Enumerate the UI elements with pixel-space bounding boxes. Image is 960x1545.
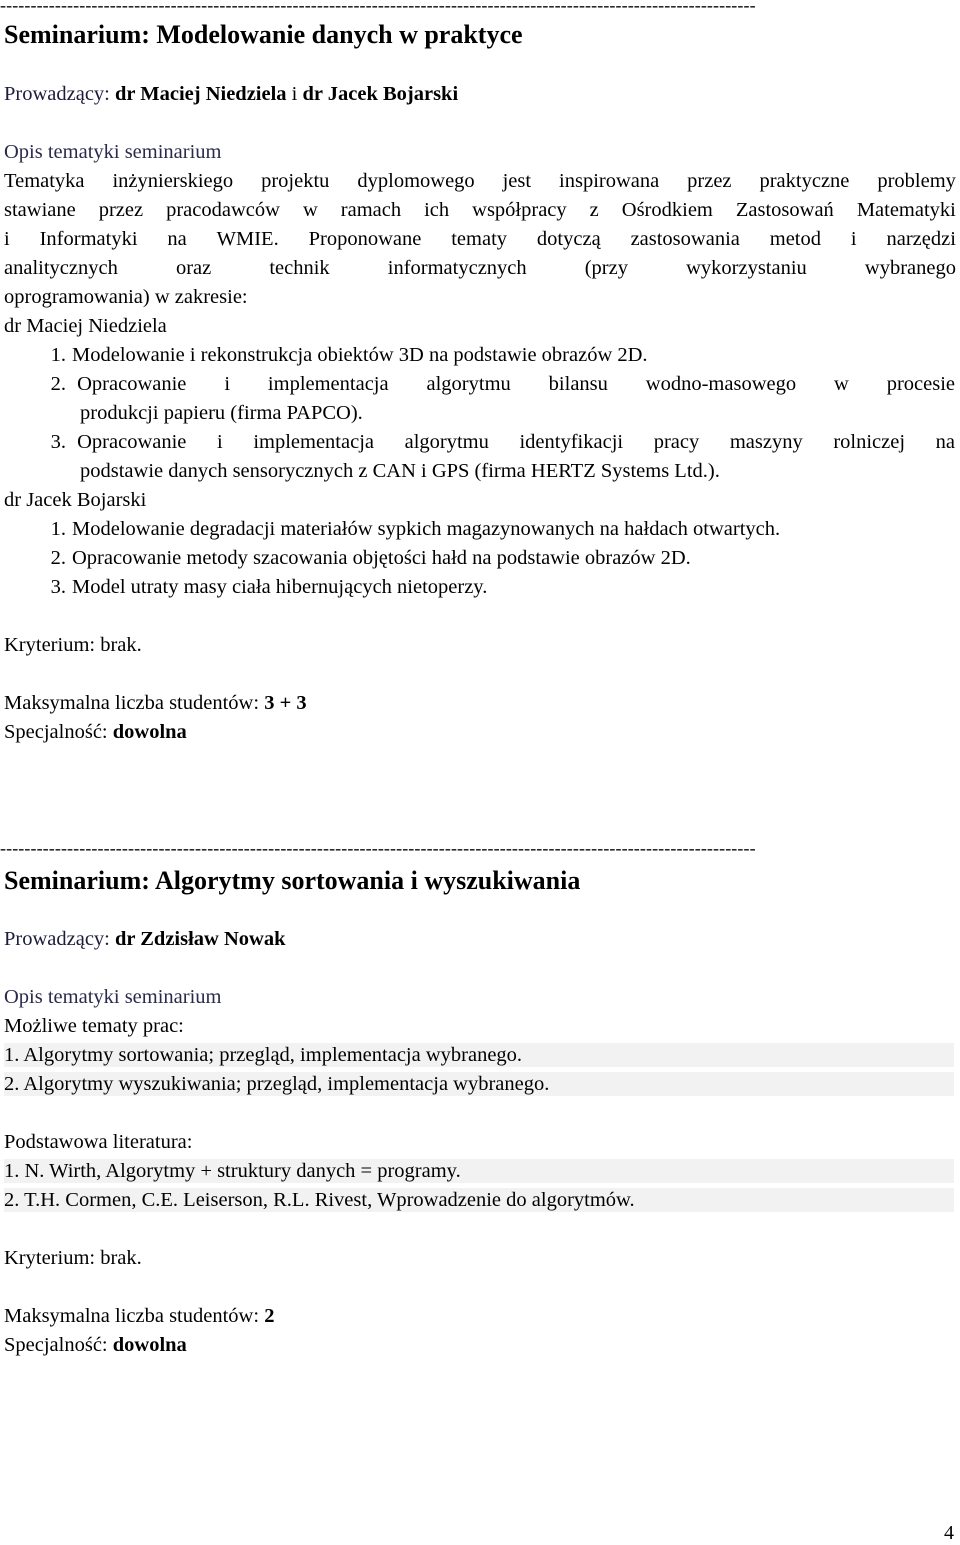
- word: pracy: [653, 431, 700, 453]
- topic-item: 2. Algorytmy wyszukiwania; przegląd, implementacja wybranego.: [4, 1072, 954, 1096]
- word: dyplomowego: [357, 170, 475, 192]
- word: przez: [98, 199, 144, 221]
- specialty: [4, 1333, 954, 1357]
- specialty: [4, 720, 954, 744]
- word: Ośrodkiem: [621, 199, 713, 221]
- word: WMIE.: [216, 228, 279, 250]
- literature-item: 2. T.H. Cormen, C.E. Leiserson, R.L. Rivest, Wprowadzenie do algorytmów.: [4, 1188, 954, 1212]
- specialty-value: dowolna: [112, 1334, 187, 1356]
- group-lecturer: dr Jacek Bojarski: [4, 489, 147, 511]
- list-text: Model utraty masy ciała hibernujących nietoperzy.: [72, 576, 488, 598]
- word: Zastosowań: [735, 199, 834, 221]
- max-students-value: 2: [264, 1305, 275, 1327]
- word: Matematyki: [856, 199, 956, 221]
- word: i: [224, 373, 231, 395]
- seminar2-lecturers: [4, 927, 954, 951]
- word: praktyczne: [759, 170, 850, 192]
- word: rolniczej: [833, 431, 906, 453]
- lecturers-label: Prowadzący:: [4, 83, 110, 105]
- word: problemy: [877, 170, 956, 192]
- seminar1-title: Seminarium: Modelowanie danych w praktyce: [4, 20, 523, 49]
- word: algorytmu: [426, 373, 511, 395]
- word: z: [589, 199, 599, 221]
- word: Tematyka: [4, 170, 85, 192]
- specialty-label: Specjalność:: [4, 721, 108, 743]
- list-number: 3.: [50, 431, 66, 453]
- topic-item: 1. Algorytmy sortowania; przegląd, implementacja wybranego.: [4, 1043, 954, 1067]
- word: metod: [769, 228, 821, 250]
- max-students: [4, 1304, 954, 1328]
- topics-heading: Możliwe tematy prac:: [4, 1015, 184, 1037]
- word: implementacja: [253, 431, 374, 453]
- lecturer-name: dr Jacek Bojarski: [302, 83, 459, 105]
- list-item: [0, 546, 950, 570]
- word: inspirowana: [559, 170, 660, 192]
- word: wodno-masowego: [645, 373, 797, 395]
- lecturer-joiner: i: [291, 83, 298, 105]
- list-text: [77, 372, 955, 396]
- description-line: [4, 169, 956, 193]
- word: informatycznych: [387, 257, 527, 279]
- word: współpracy: [472, 199, 567, 221]
- list-text-continued: produkcji papieru (firma PAPCO).: [80, 402, 363, 424]
- list-item: [0, 372, 956, 396]
- max-students-label: Maksymalna liczba studentów:: [4, 1305, 260, 1327]
- max-students-value: 3 + 3: [264, 692, 307, 714]
- list-text: Modelowanie degradacji materiałów sypkich magazynowanych na hałdach otwartych.: [72, 518, 781, 540]
- max-students-label: Maksymalna liczba studentów:: [4, 692, 260, 714]
- word: Opracowanie: [77, 373, 187, 395]
- list-number: 3.: [50, 576, 66, 598]
- lecturers-label: Prowadzący:: [4, 928, 110, 950]
- word: (przy: [584, 257, 628, 279]
- description-heading: Opis tematyki seminarium: [4, 986, 222, 1008]
- word: jest: [502, 170, 532, 192]
- word: i: [850, 228, 857, 250]
- word: bilansu: [548, 373, 608, 395]
- word: zastosowania: [630, 228, 740, 250]
- word: przez: [687, 170, 732, 192]
- word: tematy: [451, 228, 508, 250]
- word: analitycznych: [4, 257, 118, 279]
- word: ramach: [340, 199, 402, 221]
- seminar2-title: [4, 866, 954, 896]
- word: procesie: [886, 373, 956, 395]
- list-text: [77, 430, 955, 454]
- word: Informatyki: [39, 228, 138, 250]
- word: w: [834, 373, 849, 395]
- word: projektu: [261, 170, 330, 192]
- lecturer-name: dr Zdzisław Nowak: [115, 928, 286, 950]
- list-text-continued: podstawie danych sensorycznych z CAN i GPS (firma HERTZ Systems Ltd.).: [80, 460, 720, 482]
- page-number: 4: [944, 1522, 954, 1544]
- description-line: [4, 198, 956, 222]
- word: Proponowane: [308, 228, 422, 250]
- word: i: [4, 228, 10, 250]
- list-item: [0, 430, 956, 454]
- word: na: [935, 431, 956, 453]
- literature-heading: Podstawowa literatura:: [4, 1131, 193, 1153]
- word: pracodawców: [166, 199, 280, 221]
- word: inżynierskiego: [112, 170, 234, 192]
- word: algorytmu: [404, 431, 489, 453]
- description-line: [4, 227, 956, 251]
- separator-middle: ----------------------------------------------------------------------------------------------------------------------------: [0, 843, 756, 853]
- list-number: 1.: [50, 518, 66, 540]
- criterion: Kryterium: brak.: [4, 634, 142, 656]
- lecturer-name: dr Maciej Niedziela: [115, 83, 287, 105]
- word: na: [167, 228, 187, 250]
- specialty-label: Specjalność:: [4, 1334, 108, 1356]
- list-text: Modelowanie i rekonstrukcja obiektów 3D na podstawie obrazów 2D.: [72, 344, 648, 366]
- group-lecturer: dr Maciej Niedziela: [4, 315, 167, 337]
- list-item: [0, 575, 950, 599]
- list-number: 1.: [50, 344, 66, 366]
- seminar1-lecturers: [4, 82, 954, 106]
- word: i: [217, 431, 223, 453]
- list-item: [0, 343, 950, 367]
- word: wykorzystaniu: [686, 257, 807, 279]
- description-line: oprogramowania) w zakresie:: [4, 286, 248, 308]
- description-heading: Opis tematyki seminarium: [4, 141, 222, 163]
- title-main: Algorytmy sortowania i wyszukiwania: [154, 866, 581, 895]
- literature-item: 1. N. Wirth, Algorytmy + struktury danych = programy.: [4, 1159, 954, 1183]
- word: oraz: [175, 257, 212, 279]
- word: ich: [424, 199, 450, 221]
- word: w: [302, 199, 318, 221]
- max-students: [4, 691, 954, 715]
- word: maszyny: [729, 431, 803, 453]
- list-number: 2.: [50, 547, 66, 569]
- word: Opracowanie: [77, 431, 187, 453]
- criterion: Kryterium: brak.: [4, 1247, 142, 1269]
- separator-top: ----------------------------------------------------------------------------------------------------------------------------: [0, 0, 756, 10]
- word: narzędzi: [886, 228, 956, 250]
- title-prefix: Seminarium:: [4, 866, 150, 895]
- word: dotyczą: [536, 228, 601, 250]
- word: identyfikacji: [519, 431, 624, 453]
- list-item: [0, 517, 950, 541]
- word: technik: [269, 257, 330, 279]
- description-line: [4, 256, 956, 280]
- list-text: Opracowanie metody szacowania objętości hałd na podstawie obrazów 2D.: [72, 547, 691, 569]
- word: stawiane: [4, 199, 76, 221]
- word: implementacja: [267, 373, 389, 395]
- specialty-value: dowolna: [112, 721, 187, 743]
- word: wybranego: [864, 257, 956, 279]
- list-number: 2.: [50, 373, 66, 395]
